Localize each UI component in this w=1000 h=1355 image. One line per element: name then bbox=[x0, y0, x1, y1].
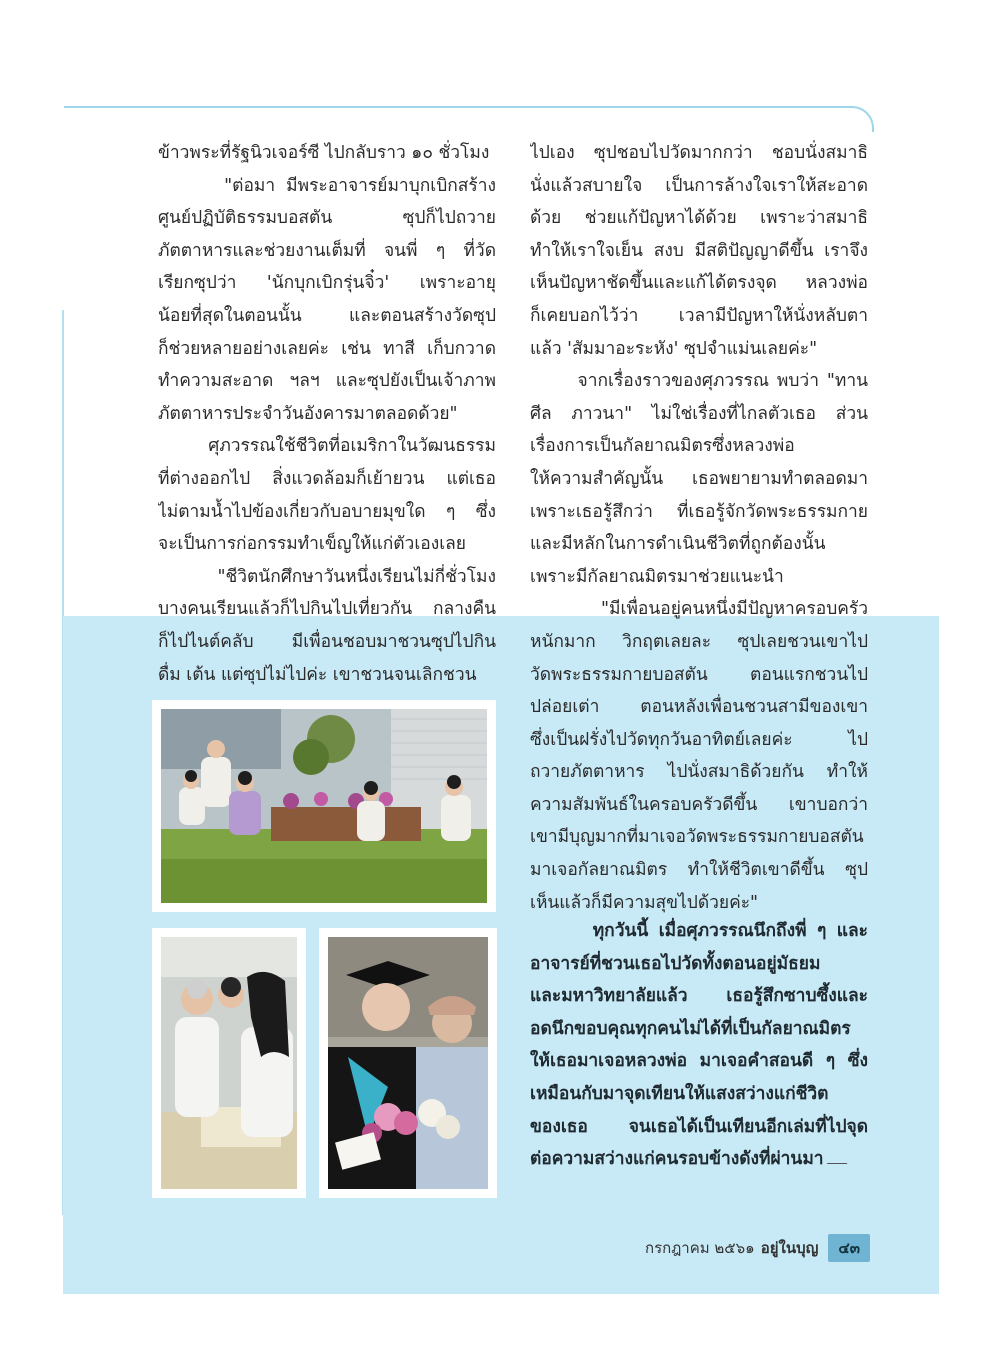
text-line: ให้เธอมาเจอหลวงพ่อ มาเจอคำสอนดี ๆ ซึ่ง bbox=[530, 1051, 868, 1072]
top-frame-line bbox=[64, 106, 874, 132]
text-line: วัดพระธรรมกายบอสตัน ตอนแรกชวนไป bbox=[530, 664, 868, 685]
text-line: ไม่ตามน้ำไปข้องเกี่ยวกับอบายมุขใด ๆ ซึ่ง bbox=[158, 501, 496, 522]
text-line: ทำให้เราใจเย็น สงบ มีสติปัญญาดีขึ้น เราจึง bbox=[530, 240, 868, 261]
text-line: ศูนย์ปฏิบัติธรรมบอสตัน ซุปก็ไปถวาย bbox=[158, 208, 496, 229]
text-line: หนักมาก วิกฤตเลยละ ซุปเลยชวนเขาไป bbox=[530, 631, 868, 652]
text-line: ความสัมพันธ์ในครอบครัวดีขึ้น เขาบอกว่า bbox=[530, 794, 868, 815]
text-line: และมหาวิทยาลัยแล้ว เธอรู้สึกซาบซึ้งและ bbox=[530, 986, 868, 1007]
footer-magazine-name: อยู่ในบุญ bbox=[760, 1239, 819, 1257]
text-line: ทำความสะอาด ฯลฯ และซุปยังเป็นเจ้าภาพ bbox=[158, 371, 496, 392]
text-line: และมีหลักในการดำเนินชีวิตที่ถูกต้องนั้น bbox=[530, 534, 826, 555]
text-line: ที่ต่างออกไป สิ่งแวดล้อมก็เย้ายวน แต่เธอ bbox=[158, 468, 496, 489]
text-line: แล้ว 'สัมมาอะระหัง' ซุปจำแม่นเลยค่ะ" bbox=[530, 338, 818, 359]
text-line: อดนึกขอบคุณทุกคนไม่ได้ที่เป็นกัลยาณมิตร bbox=[530, 1018, 851, 1039]
text-line: อาจารย์ที่ชวนเธอไปวัดทั้งตอนอยู่มัธยม bbox=[530, 953, 821, 974]
text-line: ถวายภัตตาหาร ไปนั่งสมาธิด้วยกัน ทำให้ bbox=[530, 762, 868, 783]
closing-paragraph bbox=[530, 915, 868, 1176]
left-text-column bbox=[158, 137, 496, 691]
footer-date: กรกฎาคม ๒๕๖๑ bbox=[645, 1239, 755, 1257]
text-line: ของเธอ จนเธอได้เป็นเทียนอีกเล่มที่ไปจุด bbox=[530, 1116, 868, 1137]
text-line: จากเรื่องราวของศุภวรรณ พบว่า "ทาน bbox=[530, 371, 868, 392]
cooking-image bbox=[161, 937, 297, 1189]
graduation-image bbox=[328, 937, 488, 1189]
text-line: มาเจอกัลยาณมิตร ทำให้ชีวิตเขาดีขึ้น ซุป bbox=[530, 860, 868, 881]
text-line: เหมือนกับมาจุดเทียนให้แสงสว่างแก่ชีวิต bbox=[530, 1083, 829, 1104]
text-line: จะเป็นการก่อกรรมทำเข็ญให้แก่ตัวเองเลย bbox=[158, 534, 466, 555]
text-line: ให้ความสำคัญนั้น เธอพยายามทำตลอดมา bbox=[530, 468, 868, 489]
text-line: นั่งแล้วสบายใจ เป็นการล้างใจเราให้สะอาด bbox=[530, 175, 868, 196]
garden-group-image bbox=[161, 709, 487, 903]
text-line: น้อยที่สุดในตอนนั้น และตอนสร้างวัดซุป bbox=[158, 305, 496, 326]
text-line: ไปเอง ซุปชอบไปวัดมากกว่า ชอบนั่งสมาธิ bbox=[530, 143, 868, 163]
text-line: เห็นปัญหาชัดขึ้นและแก้ได้ตรงจุด หลวงพ่อ bbox=[530, 273, 868, 294]
end-mark-icon bbox=[826, 1153, 852, 1164]
photo-garden-group bbox=[152, 700, 496, 912]
photo-graduation bbox=[319, 928, 497, 1198]
text-line: ปล่อยเต่า ตอนหลังเพื่อนชวนสามีของเขา bbox=[530, 697, 868, 718]
text-line: ด้วย ช่วยแก้ปัญหาได้ด้วย เพราะว่าสมาธิ bbox=[530, 208, 868, 229]
text-line: ศุภวรรณใช้ชีวิตที่อเมริกาในวัฒนธรรม bbox=[158, 436, 496, 457]
text-line: ต่อความสว่างแก่คนรอบข้างดังที่ผ่านมา bbox=[530, 1143, 868, 1176]
text-line: เพราะมีกัลยาณมิตรมาช่วยแนะนำ bbox=[530, 566, 784, 587]
text-line: ภัตตาหารและช่วยงานเต็มที่ จนพี่ ๆ ที่วัด bbox=[158, 240, 496, 261]
page-footer bbox=[560, 1236, 870, 1260]
text-line: บางคนเรียนแล้วก็ไปกินไปเที่ยวกัน กลางคืน bbox=[158, 599, 496, 620]
text-line: "ต่อมา มีพระอาจารย์มาบุกเบิกสร้าง bbox=[158, 175, 496, 196]
page-number: ๔๓ bbox=[828, 1234, 870, 1262]
text-line: ก็ไปไนต์คลับ มีเพื่อนชอบมาชวนซุปไปกิน bbox=[158, 631, 496, 652]
text-line: "มีเพื่อนอยู่คนหนึ่งมีปัญหาครอบครัว bbox=[530, 599, 868, 620]
photo-cooking bbox=[152, 928, 306, 1198]
text-line: เรียกซุปว่า 'นักบุกเบิกรุ่นจิ๋ว' เพราะอายุ bbox=[158, 273, 496, 294]
right-text-column bbox=[530, 137, 868, 919]
text-line: เพราะเธอรู้สึกว่า ที่เธอรู้จักวัดพระธรรมกาย bbox=[530, 501, 868, 522]
text-line: ก็ช่วยหลายอย่างเลยค่ะ เช่น ทาสี เก็บกวาด bbox=[158, 338, 496, 359]
text-line: ดื่ม เต้น แต่ซุปไม่ไปค่ะ เขาชวนจนเลิกชวน bbox=[158, 664, 477, 685]
text-line: เขามีบุญมากที่มาเจอวัดพระธรรมกายบอสตัน bbox=[530, 827, 864, 848]
text-line: ภัตตาหารประจำวันอังคารมาตลอดด้วย" bbox=[158, 403, 458, 424]
text-line: ทุกวันนี้ เมื่อศุภวรรณนึกถึงพี่ ๆ และ bbox=[530, 921, 868, 941]
text-line: เห็นแล้วก็มีความสุขไปด้วยค่ะ" bbox=[530, 892, 759, 913]
text-line: ซึ่งเป็นฝรั่งไปวัดทุกวันอาทิตย์เลยค่ะ ไป bbox=[530, 729, 868, 750]
text-line: เรื่องการเป็นกัลยาณมิตรซึ่งหลวงพ่อ bbox=[530, 436, 795, 457]
text-line: ข้าวพระที่รัฐนิวเจอร์ซี ไปกลับราว ๑๐ ชั่วโมง bbox=[158, 143, 490, 163]
text-line: ก็เคยบอกไว้ว่า เวลามีปัญหาให้นั่งหลับตา bbox=[530, 305, 868, 326]
text-line: "ชีวิตนักศึกษาวันหนึ่งเรียนไม่กี่ชั่วโมง bbox=[158, 566, 496, 587]
text-line: ศีล ภาวนา" ไม่ใช่เรื่องที่ไกลตัวเธอ ส่วน bbox=[530, 403, 868, 424]
